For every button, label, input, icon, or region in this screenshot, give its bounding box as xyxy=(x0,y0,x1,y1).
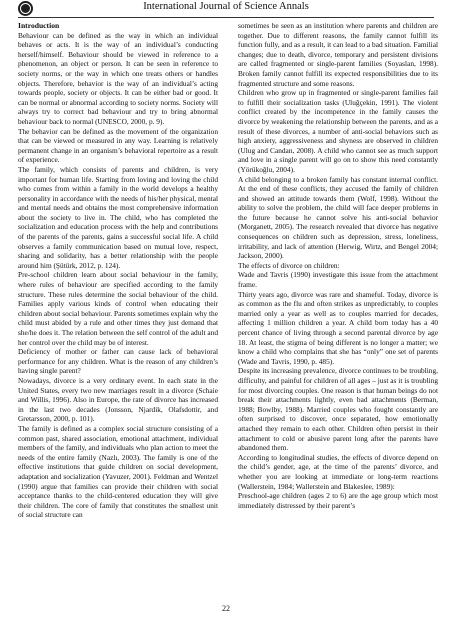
paragraph: Pre-school children learn about social behaviour in the family, where rules of behaviour are specified according to the family structure. These rules determine the social behaviour of the child. Families apply various kinds of control when educating their children about social behaviour. Parents sometimes explain why the child must abided by a rule and other times they just demand that she/he does it. The relation between the self control of the adult and her control over the child may be of interest. xyxy=(18,270,218,347)
paragraph: The effects of divorce on children: xyxy=(238,260,340,270)
paragraph: Thirty years ago, divorce was rare and shameful. Today, divorce is as common as the flu and often strikes as unpredictably, to couples married only a year as well as to couples married for decades, affecting 1 million children a year. A child born today has a 40 percent chance of living through a second parental divorce by age 18. At least, the stigma of being different is no longer a matter; we know a child who complains that she has “only” one set of parents (Wade and Tavris, 1990, p. 485). xyxy=(238,289,438,366)
paragraph: Deficiency of mother or father can cause lack of behavioral performance for any children. What is the reason of any children’s having single parent? xyxy=(18,347,218,376)
right-column xyxy=(238,21,438,510)
section-title-introduction: Introduction xyxy=(18,21,60,30)
left-column xyxy=(18,21,218,520)
paragraph: Preschool-age children (ages 2 to 6) are the age group which most immediately distressed by their parent’s xyxy=(238,491,438,510)
paragraph: Behaviour can be defined as the way in which an individual behaves or acts. It is the way of an individual’s conducting herself/himself. Behaviour should be viewed in reference to a phenomenon, an object or person. It can be seen in reference to society norms, or the way in which one treats others or handles objects. Therefore, behavior is the way of an individual’s acting towards people, society or objects. It can be either bad or good. It can be normal or abnormal according to society norms. Society will always try to correct bad behaviour and try to bring abnormal behaviour back to normal (UNESCO, 2000, p. 9). xyxy=(18,30,218,126)
paragraph: Despite its increasing prevalence, divorce continues to be troubling, difficulty, and painful for children of all ages – just as it is troubling for most divorcing couples. One reason is that human beings do not break their attachments lightly, even bad attachments (Berman, 1988; Bowlby, 1988). Married couples who fought constantly are often surprised to discover, once separated, how emotionally attached they remain to each other. Children often persist in their attachment to cold or abusive parent long after the parents have abandoned them. xyxy=(238,366,438,453)
paragraph: Wade and Tavris (1990) investigate this issue from the attachment frame. xyxy=(238,270,438,290)
paragraph: The behavior can be defined as the movement of the organization that can be viewed or measured in any way. Learning is relatively permanent change in an organism’s behavioral repertoire as a result of experience. xyxy=(18,126,218,165)
paragraph: The family is defined as a complex social structure consisting of a common past, shared association, emotional attachment, individual members of the family, and individuals who plan action to meet the needs of the entire family (Nazlı, 2003). The family is one of the effective institutions that guide children on social development, adaptation and socialization (Yavuzer, 2001). Feldman and Wentzel (1990) argue that families can provide their children with social acceptance thanks to the child-centered education they will give their children. The core of family that constitutes the smallest unit of social structure can xyxy=(18,423,218,520)
paragraph: Children who grow up in fragmented or single-parent families fail to fulfill their socialization tasks (Uluğçekin, 1991). The violent conflict created by the incompetence in the family causes the divorce by weakening the relationship between the parents, and as a result of these divorces, a number of anti-social behaviors such as high anxiety, aggressiveness and shyness are observed in children (Ulug and Candan, 2008). A child who cannot see as much support and love in a single parent will go on to show this need constantly (Yörükoğlu, 2004). xyxy=(238,88,438,174)
paragraph: The family, which consists of parents and children, is very important for human life. Starting from loving and loving the child who comes from within a family in the world develops a healthy personality in accordance with the needs of his/her physical, mental and mental needs and obtains the most comprehensive information about the society to live in. The child, who has completed the socialization and education process with the help and contributions of the parents of the parents, gains a successful social life. A child observes a family communication based on mutual love, respect, sharing and solidarity, has a better relationship with the people around him (Şütürk, 2012, p. 124). xyxy=(18,164,218,270)
paragraph: A child belonging to a broken family has constant internal conflict. At the end of these conflicts, they accused the family of children and showed an attitude towards them (Wolf, 1998). Without the ability to solve the problem, the child will face deeper problems in the future because he cannot solve his anti-social behavior (Morganett, 2005). The research revealed that divorce has negative consequences on children such as depression, stress, loneliness, irritability, and lack of attention (Herwig, Wirtz, and Bengel 2004; Jackson, 2000). xyxy=(238,174,438,261)
journal-title: International Journal of Science Annals xyxy=(143,1,309,12)
page-header xyxy=(0,0,452,14)
paragraph: sometimes be seen as an institution where parents and children are together. Due to different reasons, the family cannot fulfill its function fully, and as a result, it can lead to a bad situation. Familial changes; due to death, divorce, temporary and persistent divisions are called fragmented or single-parent families (Soyaslan, 1998). Broken family cannot fulfill its expected responsibilities due to its fragmented structure and some reasons. xyxy=(238,21,438,88)
page-number: 22 xyxy=(222,604,230,613)
header-divider xyxy=(18,17,434,18)
paragraph: Nowadays, divorce is a very ordinary event. In each state in the United States, every two new marriages result in a divorce (Schaie and Willis, 1996). Also in Europe, the rate of divorce has increased in the last two decades (Jonsson, Njardik, Olafsdottir, and Gretarsson, 2000, p. 101). xyxy=(18,375,218,424)
paragraph: According to longitudinal studies, the effects of divorce depend on the child’s gender, age, at the time of the parents’ divorce, and whether you are looking at immediate or long-term reactions (Wallerstein, 1984; Wallerstein and Blakeslee, 1989): xyxy=(238,452,438,491)
